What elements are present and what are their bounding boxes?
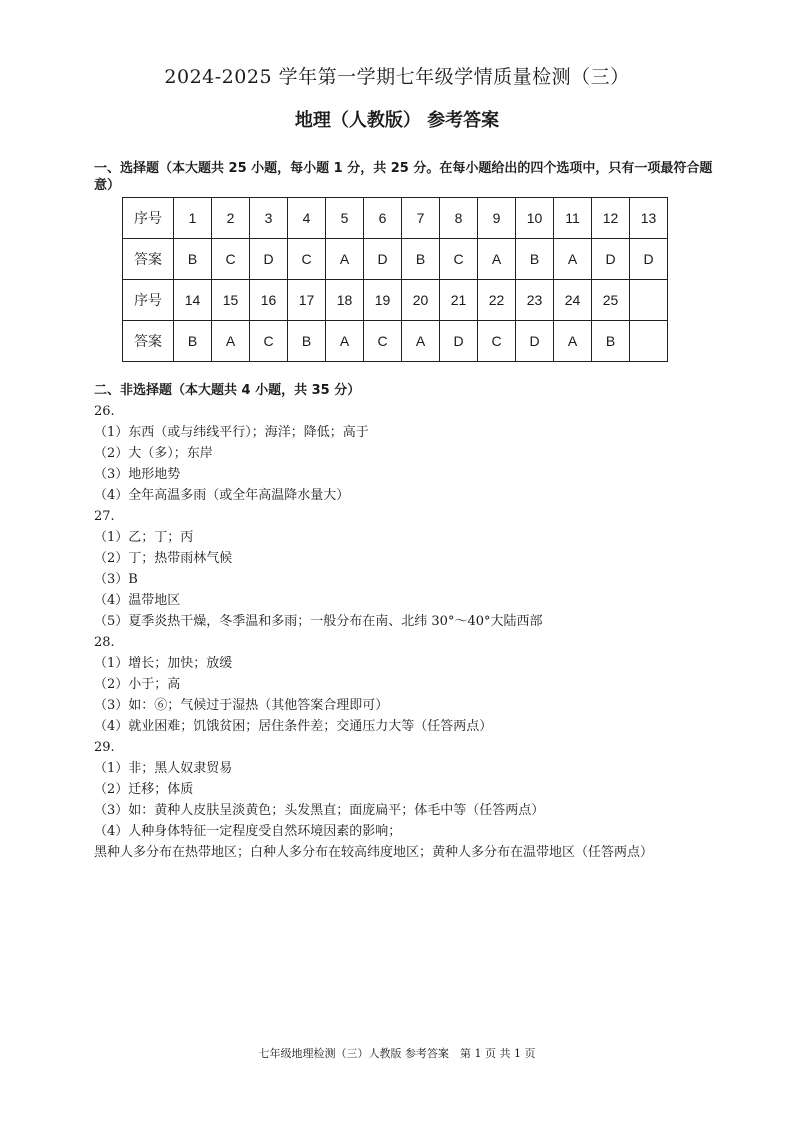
question-number: 25 bbox=[592, 280, 630, 321]
question-number: 3 bbox=[250, 198, 288, 239]
row-label: 序号 bbox=[123, 280, 174, 321]
question-number: 1 bbox=[174, 198, 212, 239]
question-number: 6 bbox=[364, 198, 402, 239]
answer-line: （3）地形地势 bbox=[94, 467, 181, 482]
document-title: 2024-2025 学年第一学期七年级学情质量检测（三） bbox=[164, 66, 630, 88]
question-number: 2 bbox=[212, 198, 250, 239]
row-label: 序号 bbox=[123, 198, 174, 239]
answer-cell: C bbox=[478, 321, 516, 362]
answer-cell: C bbox=[364, 321, 402, 362]
answer-line: （2）丁；热带雨林气候 bbox=[94, 551, 233, 566]
answer-cell: A bbox=[326, 239, 364, 280]
answer-cell: B bbox=[174, 239, 212, 280]
answer-cell: C bbox=[250, 321, 288, 362]
answer-cell: D bbox=[250, 239, 288, 280]
question-number: 15 bbox=[212, 280, 250, 321]
section1-heading: 一、选择题（本大题共 25 小题，每小题 1 分，共 25 分。在每小题给出的四个选项中，只有一项最符合题意） bbox=[94, 161, 713, 193]
answer-line: （1）东西（或与纬线平行）；海洋；降低；高于 bbox=[94, 425, 369, 440]
question-number: 17 bbox=[288, 280, 326, 321]
question-number: 14 bbox=[174, 280, 212, 321]
answer-cell: A bbox=[554, 321, 592, 362]
section2-heading: 二、非选择题（本大题共 4 小题，共 35 分） bbox=[94, 383, 361, 398]
question-number: 16 bbox=[250, 280, 288, 321]
table-row-answers-2 bbox=[123, 321, 668, 362]
answer-line: 黑种人多分布在热带地区；白种人多分布在较高纬度地区；黄种人多分布在温带地区（任答两点） bbox=[94, 845, 654, 860]
answer-cell: D bbox=[364, 239, 402, 280]
table-row-numbers-1 bbox=[123, 198, 668, 239]
row-label: 答案 bbox=[123, 321, 174, 362]
section2-content bbox=[94, 380, 744, 863]
question-number: 5 bbox=[326, 198, 364, 239]
document-subtitle: 地理（人教版） 参考答案 bbox=[294, 110, 500, 131]
question-number: 8 bbox=[440, 198, 478, 239]
answer-cell: C bbox=[212, 239, 250, 280]
empty-cell bbox=[630, 321, 668, 362]
answer-cell: B bbox=[516, 239, 554, 280]
question-number: 11 bbox=[554, 198, 592, 239]
table-row-numbers-2 bbox=[123, 280, 668, 321]
answer-table bbox=[122, 197, 668, 362]
answer-line: 26. bbox=[94, 404, 115, 419]
question-number: 20 bbox=[402, 280, 440, 321]
question-number: 21 bbox=[440, 280, 478, 321]
answer-cell: A bbox=[402, 321, 440, 362]
question-number: 13 bbox=[630, 198, 668, 239]
answer-line: （5）夏季炎热干燥，冬季温和多雨；一般分布在南、北纬 30°～40°大陆西部 bbox=[94, 614, 543, 629]
question-number: 24 bbox=[554, 280, 592, 321]
answer-line: （4）就业困难；饥饿贫困；居住条件差；交通压力大等（任答两点） bbox=[94, 719, 493, 734]
answer-cell: D bbox=[440, 321, 478, 362]
answer-line: （3）如：黄种人皮肤呈淡黄色；头发黑直；面庞扁平；体毛中等（任答两点） bbox=[94, 803, 545, 818]
question-number: 9 bbox=[478, 198, 516, 239]
answer-line: （4）人种身体特征一定程度受自然环境因素的影响； bbox=[94, 824, 402, 839]
row-label: 答案 bbox=[123, 239, 174, 280]
answer-cell: B bbox=[592, 321, 630, 362]
page-footer: 七年级地理检测（三）人教版 参考答案 第 1 页 共 1 页 bbox=[258, 1047, 536, 1060]
answer-line: （1）乙；丁；丙 bbox=[94, 530, 194, 545]
answer-line: （1）非；黑人奴隶贸易 bbox=[94, 761, 233, 776]
answer-cell: B bbox=[402, 239, 440, 280]
answer-line: （2）迁移；体质 bbox=[94, 782, 194, 797]
answer-cell: D bbox=[630, 239, 668, 280]
answer-line: （4）全年高温多雨（或全年高温降水量大） bbox=[94, 488, 350, 503]
answer-line: （4）温带地区 bbox=[94, 593, 181, 608]
answer-line: （3）B bbox=[94, 572, 138, 587]
answer-cell: A bbox=[326, 321, 364, 362]
answer-cell: B bbox=[174, 321, 212, 362]
question-number: 22 bbox=[478, 280, 516, 321]
question-number: 12 bbox=[592, 198, 630, 239]
question-number: 18 bbox=[326, 280, 364, 321]
answer-line: （2）小于；高 bbox=[94, 677, 181, 692]
answer-cell: A bbox=[554, 239, 592, 280]
question-number: 23 bbox=[516, 280, 554, 321]
question-number: 10 bbox=[516, 198, 554, 239]
answer-cell: A bbox=[478, 239, 516, 280]
answer-line: 28. bbox=[94, 635, 115, 650]
answer-line: 29. bbox=[94, 740, 115, 755]
question-number: 19 bbox=[364, 280, 402, 321]
answer-line: （2）大（多）；东岸 bbox=[94, 446, 213, 461]
answer-cell: D bbox=[516, 321, 554, 362]
question-number: 4 bbox=[288, 198, 326, 239]
answer-cell: C bbox=[440, 239, 478, 280]
answer-line: 27. bbox=[94, 509, 115, 524]
answer-line: （3）如：⑥；气候过于湿热（其他答案合理即可） bbox=[94, 698, 389, 713]
question-number: 7 bbox=[402, 198, 440, 239]
empty-cell bbox=[630, 280, 668, 321]
answer-line: （1）增长；加快；放缓 bbox=[94, 656, 233, 671]
answer-cell: A bbox=[212, 321, 250, 362]
answer-cell: B bbox=[288, 321, 326, 362]
table-row-answers-1 bbox=[123, 239, 668, 280]
answer-cell: D bbox=[592, 239, 630, 280]
answer-cell: C bbox=[288, 239, 326, 280]
